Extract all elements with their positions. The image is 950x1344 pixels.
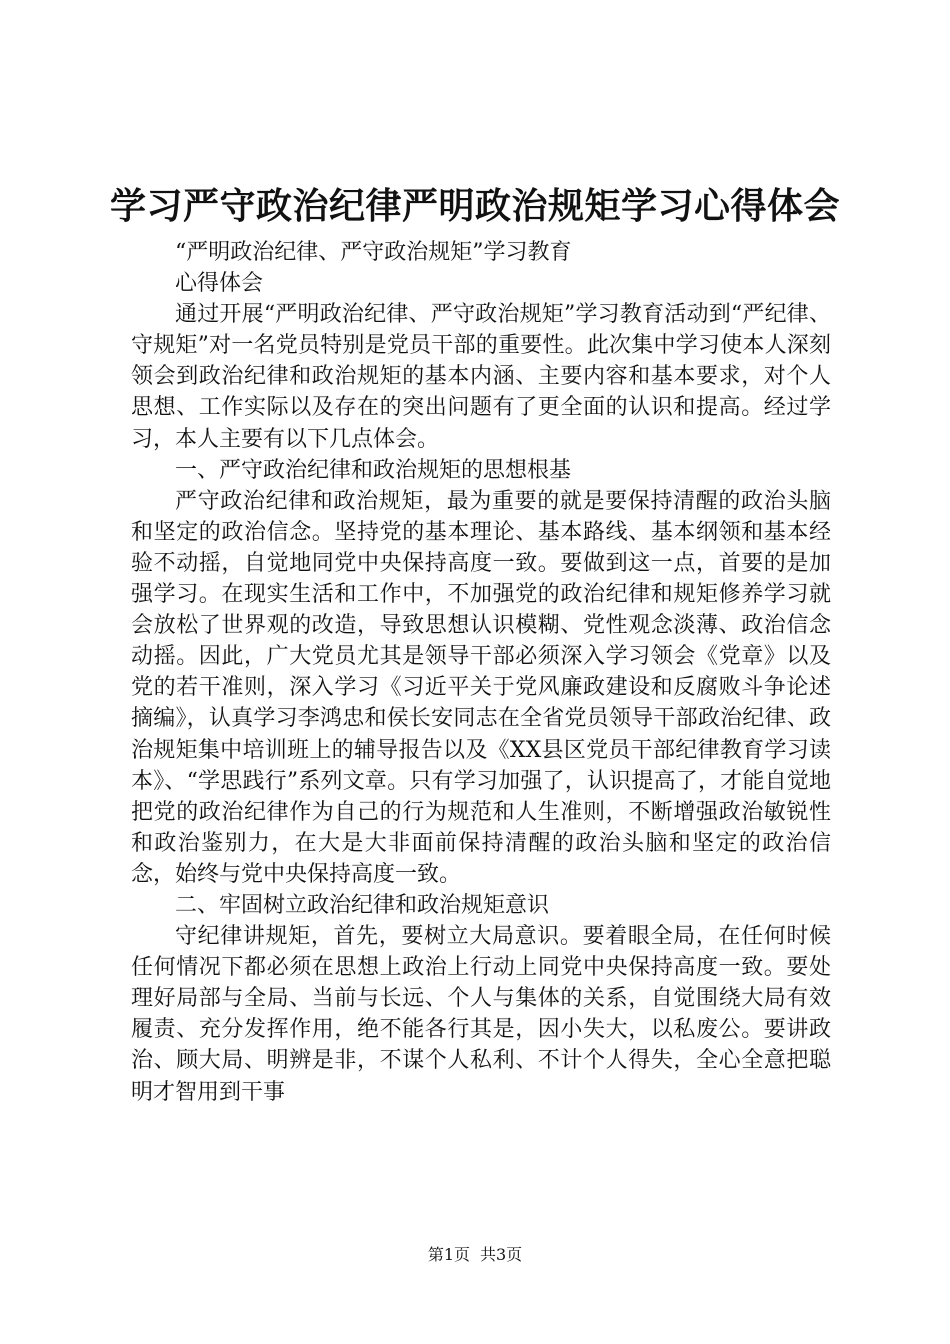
page-number: 第1页 xyxy=(427,1245,470,1264)
subtitle-line-1: “严明政治纪律、严守政治规矩”学习教育 xyxy=(175,240,572,265)
intro-paragraph: 通过开展“严明政治纪律、严守政治规矩”学习教育活动到“严纪律、守规矩”对一名党员特别是党员干部的重要性。此次集中学习使本人深刻领会到政治纪律和政治规矩的基本内涵、主要内容和基本要求，对个人思想、工作实际以及存在的突出问题有了更全面的认识和提高。经过学习，本人主要有以下几点体会。 xyxy=(131,302,831,452)
subtitle-line-2: 心得体会 xyxy=(175,271,264,297)
section-2-paragraph: 守纪律讲规矩，首先，要树立大局意识。要着眼全局，在任何时候任何情况下都必须在思想上政治上行动上同党中央保持高度一致。要处理好局部与全局、当前与长远、个人与集体的关系，自觉围绕大局有效履责、充分发挥作用，绝不能各行其是，因小失大，以私废公。要讲政治、顾大局、明辨是非，不谋个人私利、不计个人得失，全心全意把聪明才智用到干事 xyxy=(131,924,831,1105)
document-title: 学习严守政治纪律严明政治规矩学习心得体会 xyxy=(109,186,840,227)
section-heading-2: 二、牢固树立政治纪律和政治规矩意识 xyxy=(175,892,550,918)
section-1-paragraph: 严守政治纪律和政治规矩，最为重要的就是要保持清醒的政治头脑和坚定的政治信念。坚持党的基本理论、基本路线、基本纲领和基本经验不动摇，自觉地同党中央保持高度一致。要做到这一点，首要的是加强学习。在现实生活和工作中，不加强党的政治纪律和规矩修养学习就会放松了世界观的改造，导致思想认识模糊、党性观念淡薄、政治信念动摇。因此，广大党员尤其是领导干部必须深入学习领会《党章》以及党的若干准则，深入学习《习近平关于党风廉政建设和反腐败斗争论述摘编》，认真学习李鸿忠和侯长安同志在全省党员领导干部政治纪律、政治规矩集中培训班上的辅导报告以及《XX县区党员干部纪律教育学习读本》、“学思践行”系列文章。只有学习加强了，认识提高了，才能自觉地把党的政治纪律作为自己的行为规范和人生准则，不断增强政治敏锐性和政治鉴别力，在大是大非面前保持清醒的政治头脑和坚定的政治信念，始终与党中央保持高度一致。 xyxy=(131,488,831,887)
page-total: 共3页 xyxy=(480,1245,523,1264)
page-footer xyxy=(0,1245,950,1265)
section-heading-1: 一、严守政治纪律和政治规矩的思想根基 xyxy=(175,457,572,483)
document-body xyxy=(131,237,831,1108)
